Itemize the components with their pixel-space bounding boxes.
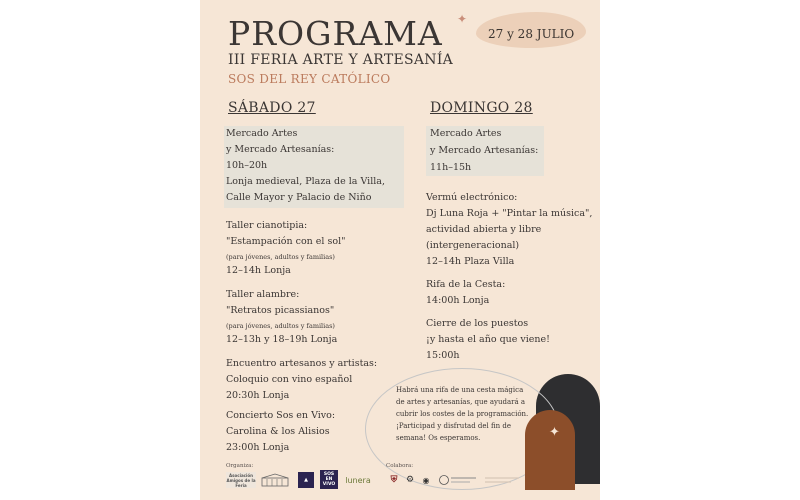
logo-asociacion: Asociación Amigos de la Feria (226, 472, 256, 488)
sun-closing-title: Cierre de los puestos (426, 318, 529, 329)
arch-decoration-brown (525, 410, 575, 490)
sat-market-place1: Lonja medieval, Plaza de la Villa, (226, 176, 385, 187)
sat-cyanotype-name: "Estampación con el sol" (226, 236, 346, 247)
logo-building (260, 472, 290, 488)
sun-raffle-title: Rifa de la Cesta: (426, 279, 506, 290)
sat-wire-title: Taller alambre: (226, 289, 300, 300)
sparkle-icon: ✦ (457, 12, 468, 26)
sun-market-line2: y Mercado Artesanías: (430, 145, 539, 156)
organiza-label: Organiza: (226, 463, 254, 469)
logo-faded (484, 472, 520, 488)
logo-crest-icon: ⛨ (390, 475, 398, 485)
logo-sos-en-vivo: SOS EN VIVO (320, 470, 338, 489)
event-location: SOS DEL REY CATÓLICO (228, 72, 391, 86)
colabora-label: Colabora: (386, 463, 414, 469)
logo-shield-icon: ▲ (298, 472, 314, 488)
sun-vermu-dj: Dj Luna Roja + "Pintar la música", (426, 208, 593, 219)
logo-bike-icon: ⚙ (405, 475, 415, 485)
sat-cyanotype-time: 12–14h Lonja (226, 265, 291, 276)
sat-concert-title: Concierto Sos en Vivo: (226, 410, 336, 421)
event-date: 27 y 28 JULIO (488, 27, 575, 41)
sat-market-line1: Mercado Artes (226, 128, 298, 139)
sat-meeting-time: 20:30h Lonja (226, 390, 290, 401)
logo-lunera: lunera (345, 475, 371, 485)
sat-cyanotype-audience: (para jóvenes, adultos y familias) (226, 253, 335, 261)
raffle-note (396, 384, 528, 444)
sat-market-place2: Calle Mayor y Palacio de Niño (226, 192, 372, 203)
saturday-heading: SÁBADO 27 (228, 100, 316, 116)
sat-meeting-desc: Coloquio con vino español (226, 374, 353, 385)
sat-concert-time: 23:00h Lonja (226, 442, 290, 453)
sat-wire-name: "Retratos picassianos" (226, 305, 335, 316)
sun-closing-time: 15:00h (426, 350, 460, 361)
sun-market-line1: Mercado Artes (430, 128, 502, 139)
sun-raffle-time: 14:00h Lonja (426, 295, 490, 306)
page-title: PROGRAMA (228, 14, 443, 53)
note-line4: ¡Participad y disfrutad del fin de (396, 422, 512, 430)
note-line2: de artes y artesanías, que ayudará a (396, 398, 526, 406)
sat-market-hours: 10h–20h (226, 160, 268, 171)
event-subtitle: III FERIA ARTE Y ARTESANÍA (228, 52, 454, 68)
sun-vermu-desc2: (intergeneracional) (426, 240, 520, 251)
sunday-heading: DOMINGO 28 (430, 100, 533, 116)
note-line5: semana! Os esperamos. (396, 434, 481, 442)
sun-vermu-title: Vermú electrónico: (426, 192, 518, 203)
sat-meeting-title: Encuentro artesanos y artistas: (226, 358, 378, 369)
logo-partner (436, 472, 480, 488)
logo-circle-icon: ◉ (422, 475, 430, 485)
star-icon: ✦ (549, 425, 560, 440)
event-poster (200, 0, 600, 500)
sat-cyanotype-title: Taller cianotipia: (226, 220, 308, 231)
sat-wire-time: 12–13h y 18–19h Lonja (226, 334, 338, 345)
sat-concert-artist: Carolina & los Alisios (226, 426, 330, 437)
sun-closing-desc: ¡y hasta el año que viene! (426, 334, 550, 345)
sun-market-hours: 11h–15h (430, 162, 472, 173)
note-line1: Habrá una rifa de una cesta mágica (396, 386, 524, 394)
sat-wire-audience: (para jóvenes, adultos y familias) (226, 322, 335, 330)
sat-market-line2: y Mercado Artesanías: (226, 144, 335, 155)
sun-vermu-desc1: actividad abierta y libre (426, 224, 542, 235)
sun-vermu-time: 12–14h Plaza Villa (426, 256, 515, 267)
note-line3: cubrir los costes de la programación. (396, 410, 529, 418)
